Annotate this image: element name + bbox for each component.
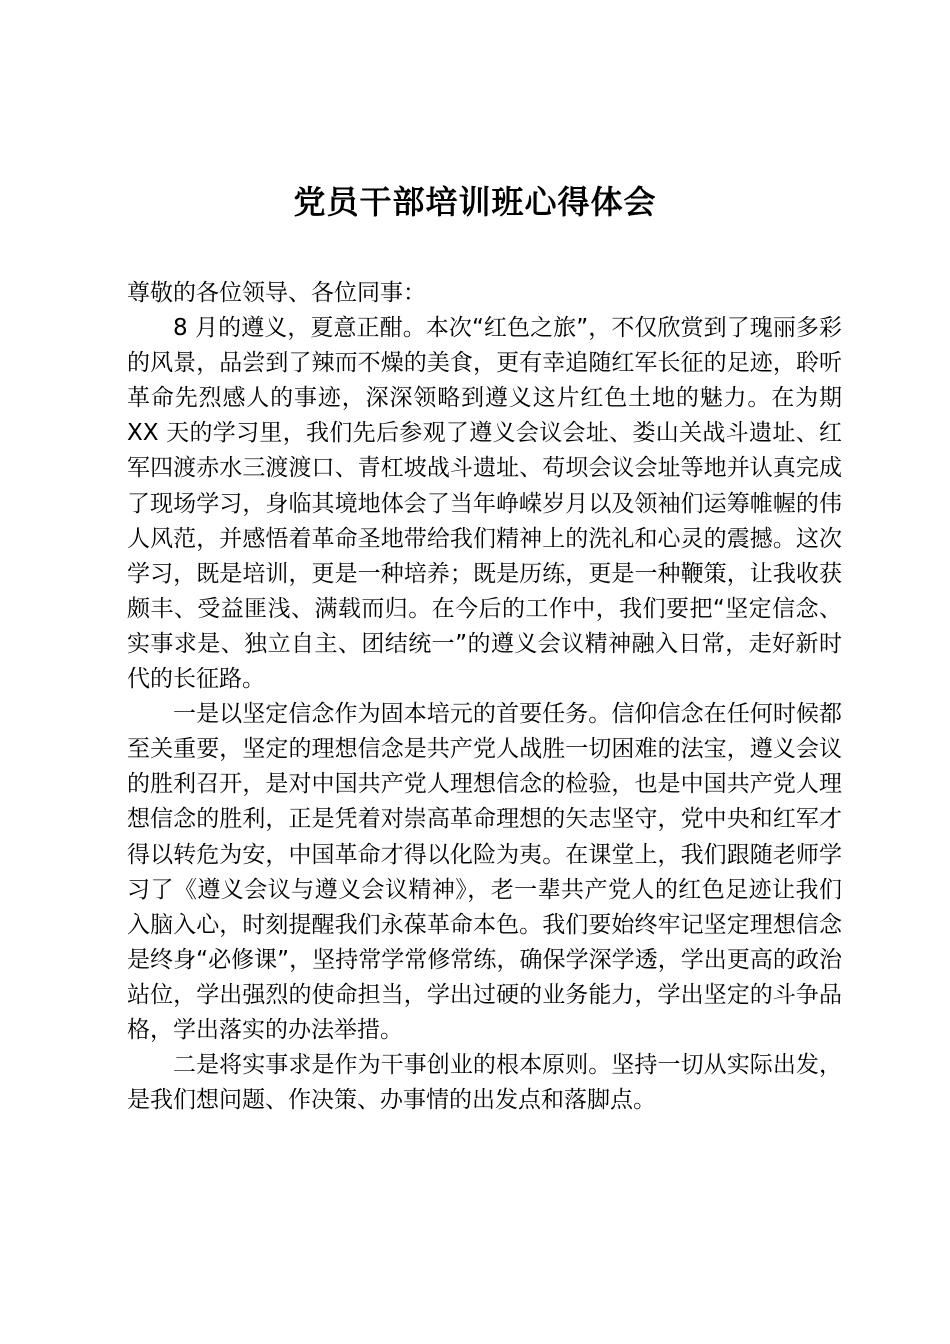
paragraph: 8 月的遵义，夏意正酣。本次“红色之旅”，不仅欣赏到了瑰丽多彩的风景，品尝到了辣而不燥的美食，更有幸追随红军长征的足迹，聆听革命先烈感人的事迹，深深领略到遵义这片红色土地的魅力。在为期 XX 天的学习里，我们先后参观了遵义会议会址、娄山关战斗遗址、红军四渡赤水三渡渡口、青杠坡战斗遗址、苟坝会议会址等地并认真完成了现场学习，身临其境地体会了当年峥嵘岁月以及领袖们运筹帷幄的伟人风范，并感悟着革命圣地带给我们精神上的洗礼和心灵的震撼。这次学习，既是培训，更是一种培养；既是历练，更是一种鞭策，让我收获颇丰、受益匪浅、满载而归。在今后的工作中，我们要把“坚定信念、实事求是、独立自主、团结统一”的遵义会议精神融入日常，走好新时代的长征路。 (127, 315, 842, 693)
paragraph: 一是以坚定信念作为固本培元的首要任务。信仰信念在任何时候都至关重要，坚定的理想信念是共产党人战胜一切困难的法宝，遵义会议的胜利召开，是对中国共产党人理想信念的检验，也是中国共产党人理想信念的胜利，正是凭着对崇高革命理想的矢志坚守，党中央和红军才得以转危为安，中国革命才得以化险为夷。在课堂上，我们跟随老师学习了《遵义会议与遵义会议精神》，老一辈共产党人的红色足迹让我们入脑入心，时刻提醒我们永葆革命本色。我们要始终牢记坚定理想信念是终身“必修课”，坚持常学常修常练，确保学深学透，学出更高的政治站位，学出强烈的使命担当，学出过硬的业务能力，学出坚定的斗争品格，学出落实的办法举措。 (127, 701, 842, 1043)
salutation: 尊敬的各位领导、各位同事： (127, 280, 426, 306)
document-title: 党员干部培训班心得体会 (293, 183, 657, 221)
paragraph: 二是将实事求是作为干事创业的根本原则。坚持一切从实际出发，是我们想问题、作决策、办事情的出发点和落脚点。 (127, 1052, 842, 1114)
document-body (127, 276, 842, 1118)
